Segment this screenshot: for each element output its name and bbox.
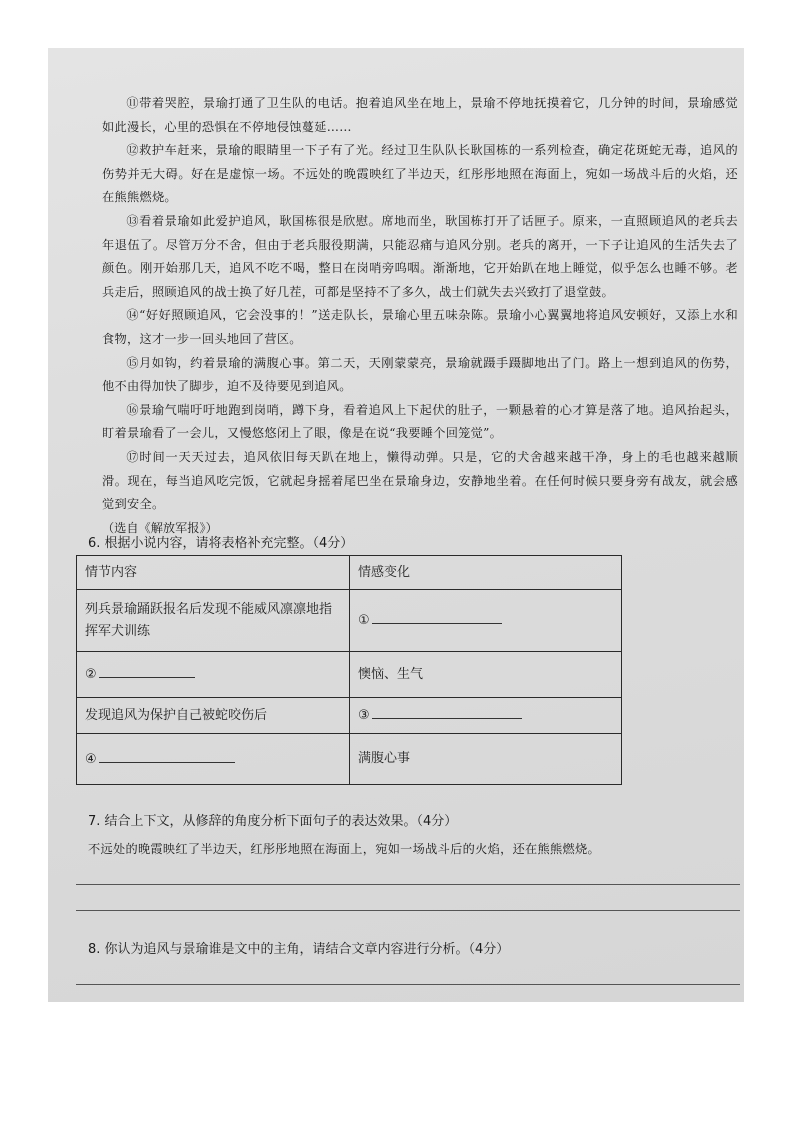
- answer-blank[interactable]: [99, 748, 235, 763]
- emotion-cell: 懊恼、生气: [350, 652, 622, 698]
- question-6-prompt: 6. 根据小说内容，请将表格补充完整。（4分）: [88, 536, 354, 551]
- answer-blank[interactable]: [372, 704, 522, 719]
- table-row: [77, 698, 622, 734]
- story-excerpt: [102, 92, 738, 540]
- table-row: [77, 590, 622, 652]
- table-header-row: [77, 556, 622, 590]
- table-row: [77, 652, 622, 698]
- answer-line[interactable]: [76, 910, 740, 911]
- paragraph-13: ⑬看着景瑜如此爱护追风，耿国栋很是欣慰。席地而坐，耿国栋打开了话匣子。原来，一直照顾追风的老兵去年退伍了。尽管万分不舍，但由于老兵服役期满，只能忍痛与追风分别。老兵的离开，一下子让追风的生活失去了颜色。刚开始那几天，追风不吃不喝，整日在岗哨旁呜咽。渐渐地，它开始趴在地上睡觉，似乎怎么也睡不够。老兵走后，照顾追风的战士换了好几茬，可都是坚持不了多久，战士们就失去兴致打了退堂鼓。: [102, 213, 738, 299]
- question-7-prompt: 7. 结合上下文，从修辞的角度分析下面句子的表达效果。（4分）: [88, 814, 458, 829]
- blank-marker: ①: [358, 613, 370, 628]
- paragraph-12: ⑫救护车赶来，景瑜的眼睛里一下子有了光。经过卫生队队长耿国栋的一系列检查，确定花斑蛇无毒，追风的伤势并无大碍。好在是虚惊一场。不远处的晚霞映红了半边天，红彤彤地照在海面上，宛如一场战斗后的火焰，还在熊熊燃烧。: [102, 143, 738, 205]
- question-8-prompt: 8. 你认为追风与景瑜谁是文中的主角，请结合文章内容进行分析。（4分）: [88, 942, 510, 957]
- paragraph-15: ⑮月如钩，约着景瑜的满腹心事。第二天，天刚蒙蒙亮，景瑜就蹑手蹑脚地出了门。路上一想到追风的伤势，他不由得加快了脚步，迫不及待要见到追风。: [102, 355, 738, 394]
- plot-answer-4[interactable]: [77, 734, 350, 785]
- question-7-quote: 不远处的晚霞映红了半边天，红彤彤地照在海面上，宛如一场战斗后的火焰，还在熊熊燃烧。: [88, 842, 600, 856]
- answer-line[interactable]: [76, 984, 740, 985]
- plot-answer-2[interactable]: [77, 652, 350, 698]
- blank-marker: ②: [85, 667, 97, 682]
- blank-marker: ④: [85, 751, 97, 767]
- header-plot: 情节内容: [77, 556, 350, 590]
- answer-blank[interactable]: [372, 609, 502, 624]
- exam-page-photo: [48, 48, 744, 1002]
- paragraph-16: ⑯景瑜气喘吁吁地跑到岗哨，蹲下身，看着追风上下起伏的肚子，一颗悬着的心才算是落了地。追风抬起头，盯着景瑜看了一会儿，又慢悠悠闭上了眼，像是在说“我要睡个回笼觉”。: [102, 402, 738, 441]
- emotion-answer-1[interactable]: [350, 590, 622, 652]
- header-emotion: 情感变化: [350, 556, 622, 590]
- paragraph-17: ⑰时间一天天过去，追风依旧每天趴在地上，懒得动弹。只是，它的犬舍越来越干净，身上的毛也越来越顺滑。现在，每当追风吃完饭，它就起身摇着尾巴坐在景瑜身边，安静地坐着。在任何时候只要身旁有战友，就会感觉到安全。: [102, 449, 738, 512]
- source-citation: （选自《解放军报》）: [102, 520, 218, 535]
- plot-cell: 列兵景瑜踊跃报名后发现不能威风凛凛地指挥军犬训练: [77, 590, 350, 652]
- plot-cell: 发现追风为保护自己被蛇咬伤后: [77, 698, 350, 734]
- blank-marker: ③: [358, 708, 370, 723]
- answer-blank[interactable]: [99, 663, 195, 678]
- plot-emotion-table: [76, 555, 622, 785]
- table-row: [77, 734, 622, 785]
- emotion-answer-3[interactable]: [350, 698, 622, 734]
- paragraph-14: ⑭“好好照顾追风，它会没事的！”送走队长，景瑜心里五味杂陈。景瑜小心翼翼地将追风安顿好，又添上水和食物，这才一步一回头地回了营区。: [102, 308, 738, 346]
- answer-line[interactable]: [76, 884, 740, 885]
- paragraph-11: ⑪带着哭腔，景瑜打通了卫生队的电话。抱着追风坐在地上，景瑜不停地抚摸着它，几分钟的时间，景瑜感觉如此漫长，心里的恐惧在不停地侵蚀蔓延……: [102, 96, 738, 134]
- emotion-cell: 满腹心事: [350, 734, 622, 785]
